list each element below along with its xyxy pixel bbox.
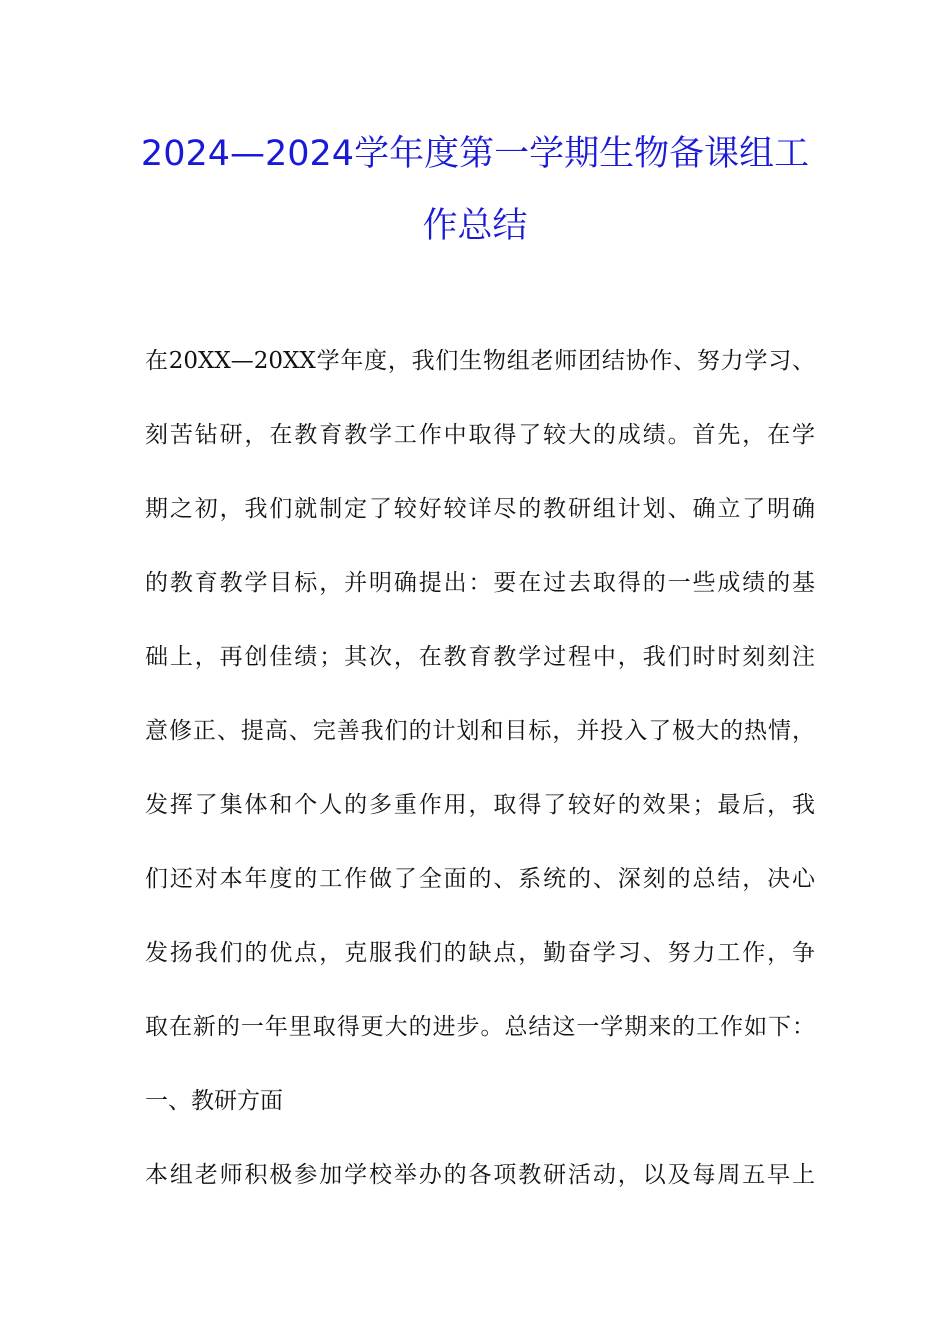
paragraph-line: 们还对本年度的工作做了全面的、系统的、深刻的总结，决心 — [145, 866, 815, 892]
paragraph-line: 发扬我们的优点，克服我们的缺点，勤奋学习、努力工作，争 — [145, 940, 815, 966]
paragraph-line: 发挥了集体和个人的多重作用，取得了较好的效果；最后，我 — [145, 792, 815, 818]
paragraph-line: 意修正、提高、完善我们的计划和目标，并投入了极大的热情， — [145, 718, 815, 744]
paragraph-line: 础上，再创佳绩；其次，在教育教学过程中，我们时时刻刻注 — [145, 644, 815, 670]
paragraph-line: 本组老师积极参加学校举办的各项教研活动，以及每周五早上 — [145, 1162, 815, 1188]
document-title-line-1: 2024—2024学年度第一学期生物备课组工 — [140, 134, 810, 174]
paragraph-line: 刻苦钻研，在教育教学工作中取得了较大的成绩。首先，在学 — [145, 422, 815, 448]
paragraph-line: 的教育教学目标，并明确提出：要在过去取得的一些成绩的基 — [145, 570, 815, 596]
document-title-line-2: 作总结 — [422, 206, 528, 246]
paragraph-line: 取在新的一年里取得更大的进步。总结这一学期来的工作如下： — [145, 1014, 815, 1040]
paragraph-line: 在20XX—20XX学年度，我们生物组老师团结协作、努力学习、 — [145, 348, 815, 374]
paragraph-line: 期之初，我们就制定了较好较详尽的教研组计划、确立了明确 — [145, 496, 815, 522]
section-heading: 一、教研方面 — [145, 1088, 283, 1114]
